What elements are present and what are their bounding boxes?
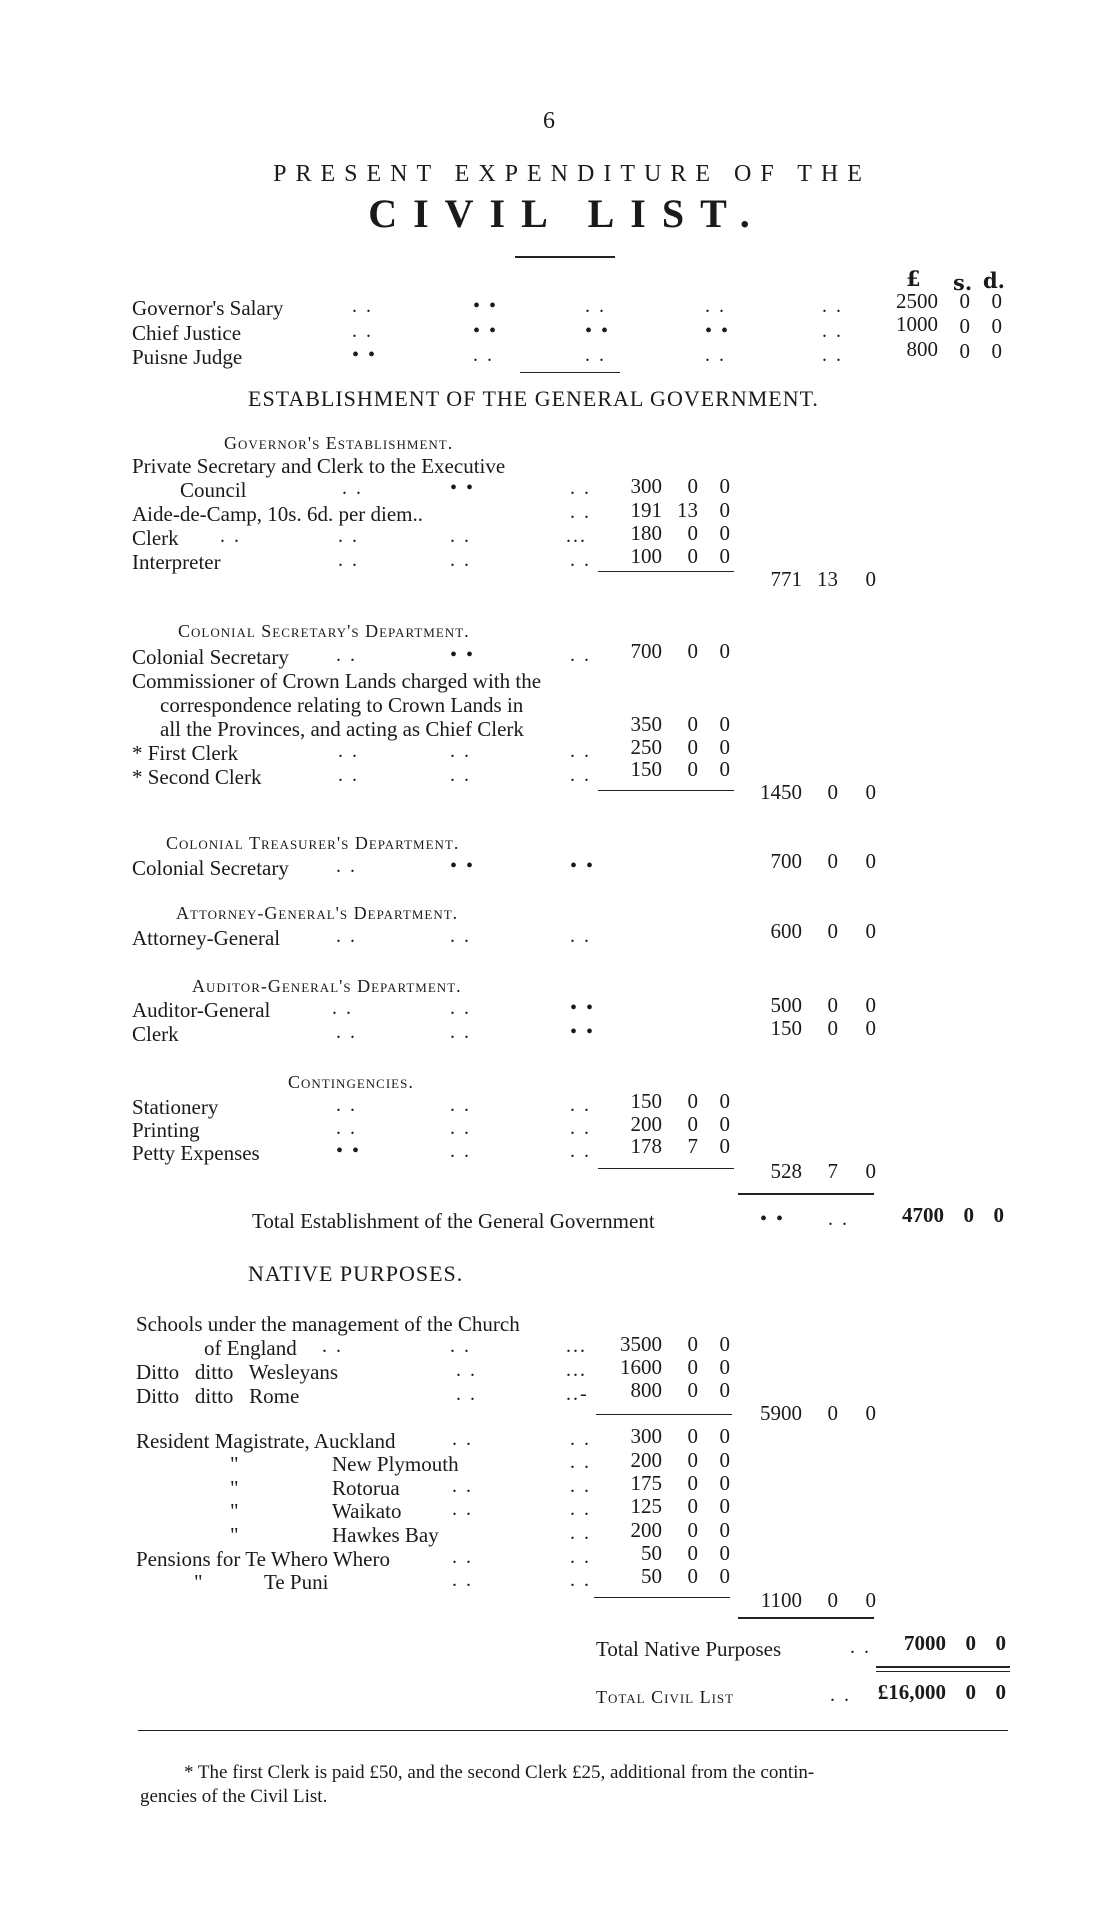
colonial-secretary-heading: Colonial Secretary's Department. — [178, 621, 470, 641]
leader-dots: . . — [570, 1140, 591, 1162]
amount-pence: 0 — [865, 849, 876, 873]
total-native-shillings: 0 — [965, 1631, 976, 1655]
amount-shillings: 0 — [959, 289, 970, 313]
leader-dots: . . — [570, 1498, 591, 1520]
amount-shillings: 0 — [687, 1518, 698, 1542]
amount-pounds: 2500 — [896, 289, 938, 313]
amount-pence: 0 — [719, 1112, 730, 1136]
leader-dots: . . — [352, 295, 373, 317]
leader-dots: . . — [450, 925, 471, 947]
subtotal-rule — [598, 1168, 734, 1169]
amount-pence: 0 — [719, 1134, 730, 1158]
amount-shillings: 0 — [687, 712, 698, 736]
ditto-mark: " — [230, 1452, 239, 1476]
leader-dots: . . — [336, 925, 357, 947]
amount-pence: 0 — [719, 1448, 730, 1472]
amount-shillings: 0 — [959, 339, 970, 363]
subtotal-rule — [598, 571, 734, 572]
leader-dots: . . — [450, 997, 471, 1019]
item-label: Ditto ditto Wesleyans — [136, 1360, 339, 1384]
subtotal-shillings: 7 — [827, 1159, 838, 1183]
leader-dots: . . — [473, 344, 494, 366]
subtotal-shillings: 0 — [827, 780, 838, 804]
leader-dots: . . — [338, 549, 359, 571]
leader-dots: . . — [570, 1451, 591, 1473]
item-label: Puisne Judge — [132, 345, 243, 369]
item-label-continued: all the Provinces, and acting as Chief Clerk — [160, 717, 524, 741]
amount-pence: 0 — [719, 1471, 730, 1495]
amount-pence: 0 — [719, 498, 730, 522]
subtotal-shillings: 0 — [827, 1588, 838, 1612]
amount-pence: 0 — [719, 1332, 730, 1356]
subtotal-double-rule — [738, 1617, 874, 1619]
amount-pence: 0 — [719, 544, 730, 568]
item-label: * Second Clerk — [132, 765, 262, 789]
leader-dots: • • — [570, 1021, 596, 1043]
leader-dots: . . — [452, 1498, 473, 1520]
establishment-heading: ESTABLISHMENT OF THE GENERAL GOVERNMENT. — [248, 386, 819, 411]
item-label: Petty Expenses — [132, 1141, 260, 1165]
leader-dots: . . — [570, 1094, 591, 1116]
leader-dots: . . — [452, 1569, 473, 1591]
leader-dots: . . — [570, 925, 591, 947]
leader-dots: • • — [450, 855, 476, 877]
leader-dots: . . — [336, 1094, 357, 1116]
subtotal-rule — [594, 1597, 730, 1598]
amount-shillings: 0 — [687, 735, 698, 759]
amount-pounds: 175 — [630, 1471, 662, 1495]
leader-dots: . . — [452, 1475, 473, 1497]
leader-dots: . . — [452, 1546, 473, 1568]
amount-pounds: 150 — [770, 1016, 802, 1040]
amount-pounds: 200 — [630, 1448, 662, 1472]
amount-pence: 0 — [865, 919, 876, 943]
item-label: Colonial Secretary — [132, 856, 289, 880]
total-rule — [876, 1666, 1010, 1668]
leader-dots: . . — [452, 1428, 473, 1450]
item-label: Commissioner of Crown Lands charged with the — [132, 669, 542, 693]
leader-dots: . . — [570, 740, 591, 762]
ditto-mark: " — [230, 1499, 239, 1523]
item-label: Ditto ditto Rome — [136, 1384, 300, 1408]
amount-pence: 0 — [991, 314, 1002, 338]
amount-pence: 0 — [865, 1016, 876, 1040]
amount-pounds: 50 — [641, 1564, 662, 1588]
amount-pounds: 1600 — [620, 1355, 662, 1379]
title-line-2: CIVIL LIST. — [368, 191, 766, 236]
item-label: Governor's Salary — [132, 296, 284, 320]
leader-dots: . . — [352, 320, 373, 342]
item-label-continued: Council — [180, 478, 247, 502]
item-label: Schools under the management of the Church — [136, 1312, 520, 1336]
amount-shillings: 0 — [687, 1424, 698, 1448]
amount-pounds: 178 — [630, 1134, 662, 1158]
item-label: Waikato — [332, 1499, 402, 1523]
title-line-1: PRESENT EXPENDITURE OF THE — [273, 161, 871, 187]
leader-dots: • • — [585, 320, 611, 342]
amount-pounds: 700 — [630, 639, 662, 663]
leader-dots: . . — [705, 344, 726, 366]
leader-dots: • • — [450, 644, 476, 666]
amount-shillings: 0 — [687, 1112, 698, 1136]
column-head-pounds: £ — [906, 266, 921, 291]
item-label: Printing — [132, 1118, 200, 1142]
amount-pence: 0 — [719, 1424, 730, 1448]
leader-dots: • • — [473, 295, 499, 317]
amount-pounds: 1000 — [896, 312, 938, 336]
amount-pounds: 600 — [770, 919, 802, 943]
leader-dots: . . — [822, 295, 843, 317]
leader-dots: . . — [336, 855, 357, 877]
subtotal-pence: 0 — [865, 780, 876, 804]
item-label: Aide-de-Camp, 10s. 6d. per diem.. — [132, 502, 424, 526]
leader-dots: ... — [566, 1335, 587, 1357]
amount-pounds: 150 — [630, 757, 662, 781]
amount-pence: 0 — [719, 521, 730, 545]
attorney-heading: Attorney-General's Department. — [176, 903, 459, 923]
amount-pounds: 180 — [630, 521, 662, 545]
item-label: Pensions for Te Whero Whero — [136, 1547, 390, 1571]
leader-dots: . . — [450, 1094, 471, 1116]
subtotal-pounds: 1450 — [760, 780, 802, 804]
total-civil-shillings: 0 — [965, 1680, 976, 1704]
leader-dots: • • — [760, 1208, 786, 1230]
amount-pence: 0 — [719, 474, 730, 498]
leader-dots: . . — [450, 1335, 471, 1357]
item-label: Rotorua — [332, 1476, 400, 1500]
total-rule — [876, 1671, 1010, 1672]
amount-shillings: 7 — [687, 1134, 698, 1158]
total-native-label: Total Native Purposes — [596, 1637, 782, 1661]
subtotal-rule — [596, 1414, 732, 1415]
leader-dots: • • — [570, 855, 596, 877]
amount-shillings: 0 — [687, 639, 698, 663]
leader-dots: . . — [450, 1021, 471, 1043]
contingencies-heading: Contingencies. — [288, 1072, 414, 1092]
subtotal-shillings: 13 — [817, 567, 838, 591]
subtotal-shillings: 0 — [827, 1401, 838, 1425]
leader-dots: . . — [338, 764, 359, 786]
governor-heading: Governor's Establishment. — [224, 433, 454, 453]
leader-dots: . . — [336, 1117, 357, 1139]
auditor-heading: Auditor-General's Department. — [192, 976, 462, 996]
amount-pounds: 300 — [630, 1424, 662, 1448]
amount-pounds: 350 — [630, 712, 662, 736]
amount-pence: 0 — [719, 735, 730, 759]
leader-dots: . . — [450, 1140, 471, 1162]
leader-dots: . . — [570, 549, 591, 571]
leader-dots: . . — [570, 477, 591, 499]
item-label: Hawkes Bay — [332, 1523, 439, 1547]
leader-dots: . . — [342, 477, 363, 499]
amount-shillings: 0 — [687, 1355, 698, 1379]
item-label: New Plymouth — [332, 1452, 459, 1476]
leader-dots: . . — [570, 1569, 591, 1591]
amount-shillings: 13 — [677, 498, 698, 522]
amount-shillings: 0 — [687, 1332, 698, 1356]
amount-pence: 0 — [719, 1355, 730, 1379]
amount-pounds: 191 — [630, 498, 662, 522]
leader-dots: . . — [570, 764, 591, 786]
total-civil-pounds: £16,000 — [877, 1680, 946, 1704]
leader-dots: . . — [705, 295, 726, 317]
native-heading: NATIVE PURPOSES. — [248, 1261, 464, 1286]
leader-dots: . . — [828, 1208, 849, 1230]
leader-dots: . . — [450, 549, 471, 571]
amount-shillings: 0 — [687, 1494, 698, 1518]
leader-dots: . . — [450, 764, 471, 786]
column-head-pence: d. — [983, 268, 1005, 293]
subtotal-pence: 0 — [865, 1588, 876, 1612]
ditto-mark: " — [194, 1570, 203, 1594]
leader-dots: . . — [456, 1383, 477, 1405]
subtotal-pounds: 1100 — [760, 1588, 802, 1612]
footnote-line-1: * The first Clerk is paid £50, and the second Clerk £25, additional from the contin- — [184, 1762, 815, 1783]
amount-pence: 0 — [991, 289, 1002, 313]
amount-pounds: 700 — [770, 849, 802, 873]
leader-dots: . . — [570, 1522, 591, 1544]
leader-dots: . . — [336, 644, 357, 666]
total-native-pounds: 7000 — [904, 1631, 946, 1655]
leader-dots: ..- — [566, 1383, 589, 1405]
leader-dots: . . — [336, 1021, 357, 1043]
total-establishment-pounds: 4700 — [902, 1203, 944, 1227]
leader-dots: . . — [850, 1636, 871, 1658]
leader-dots: . . — [338, 525, 359, 547]
total-civil-pence: 0 — [995, 1680, 1006, 1704]
amount-shillings: 0 — [687, 1089, 698, 1113]
amount-pence: 0 — [719, 639, 730, 663]
leader-dots: . . — [830, 1684, 851, 1706]
amount-pence: 0 — [719, 1564, 730, 1588]
amount-pounds: 800 — [630, 1378, 662, 1402]
total-establishment-shillings: 0 — [963, 1203, 974, 1227]
amount-pence: 0 — [865, 993, 876, 1017]
amount-pounds: 200 — [630, 1518, 662, 1542]
amount-pounds: 300 — [630, 474, 662, 498]
leader-dots: • • — [352, 344, 378, 366]
amount-shillings: 0 — [687, 1378, 698, 1402]
leader-dots: . . — [220, 525, 241, 547]
leader-dots: . . — [570, 1546, 591, 1568]
amount-shillings: 0 — [687, 757, 698, 781]
item-label: Resident Magistrate, Auckland — [136, 1429, 396, 1453]
amount-pounds: 800 — [906, 337, 938, 361]
treasurer-heading: Colonial Treasurer's Department. — [166, 833, 460, 853]
title-rule — [515, 256, 615, 258]
item-label: Clerk — [132, 1022, 179, 1046]
leader-dots: . . — [450, 1117, 471, 1139]
footnote-line-2: gencies of the Civil List. — [140, 1786, 328, 1807]
leader-dots: ... — [566, 525, 587, 547]
amount-pence: 0 — [719, 1089, 730, 1113]
item-label: Te Puni — [264, 1570, 329, 1594]
amount-pence: 0 — [719, 757, 730, 781]
amount-shillings: 0 — [687, 1471, 698, 1495]
amount-shillings: 0 — [827, 919, 838, 943]
column-head-shillings: s. — [953, 270, 973, 295]
total-native-pence: 0 — [995, 1631, 1006, 1655]
amount-pounds: 100 — [630, 544, 662, 568]
leader-dots: . . — [570, 1428, 591, 1450]
item-label: Auditor-General — [132, 998, 271, 1022]
amount-shillings: 0 — [687, 544, 698, 568]
subtotal-pence: 0 — [865, 567, 876, 591]
amount-shillings: 0 — [687, 1448, 698, 1472]
leader-dots: • • — [336, 1140, 362, 1162]
leader-dots: . . — [322, 1335, 343, 1357]
amount-pence: 0 — [991, 339, 1002, 363]
amount-pounds: 250 — [630, 735, 662, 759]
ditto-mark: " — [230, 1476, 239, 1500]
amount-pounds: 500 — [770, 993, 802, 1017]
leader-dots: . . — [570, 501, 591, 523]
leader-dots: • • — [705, 320, 731, 342]
page-number: 6 — [543, 108, 555, 134]
subtotal-pounds: 528 — [770, 1159, 802, 1183]
leader-dots: . . — [570, 1117, 591, 1139]
leader-dots: . . — [338, 740, 359, 762]
amount-shillings: 0 — [827, 993, 838, 1017]
leader-dots: • • — [473, 320, 499, 342]
leader-dots: . . — [570, 1475, 591, 1497]
amount-pounds: 50 — [641, 1541, 662, 1565]
amount-shillings: 0 — [687, 474, 698, 498]
amount-pounds: 150 — [630, 1089, 662, 1113]
item-label: * First Clerk — [132, 741, 239, 765]
amount-shillings: 0 — [687, 1541, 698, 1565]
item-label: Private Secretary and Clerk to the Executive — [132, 454, 506, 478]
amount-shillings: 0 — [959, 314, 970, 338]
amount-shillings: 0 — [687, 1564, 698, 1588]
leader-dots: . . — [570, 644, 591, 666]
leader-dots: • • — [450, 477, 476, 499]
item-label-continued: of England — [204, 1336, 297, 1360]
ditto-mark: " — [230, 1523, 239, 1547]
leader-dots: . . — [822, 344, 843, 366]
subtotal-pounds: 771 — [770, 567, 802, 591]
leader-dots: . . — [585, 295, 606, 317]
leader-dots: ... — [566, 1359, 587, 1381]
amount-pence: 0 — [719, 1518, 730, 1542]
subtotal-pounds: 5900 — [760, 1401, 802, 1425]
leader-dots: . . — [450, 525, 471, 547]
total-establishment-label: Total Establishment of the General Government — [252, 1209, 655, 1233]
subtotal-double-rule — [738, 1193, 874, 1195]
footnote-rule — [138, 1730, 1008, 1731]
item-label: Clerk — [132, 526, 179, 550]
total-establishment-pence: 0 — [993, 1203, 1004, 1227]
amount-pounds: 200 — [630, 1112, 662, 1136]
item-label: Colonial Secretary — [132, 645, 289, 669]
amount-shillings: 0 — [827, 849, 838, 873]
item-label: Stationery — [132, 1095, 219, 1119]
subtotal-rule — [598, 790, 734, 791]
amount-pence: 0 — [719, 1378, 730, 1402]
amount-pounds: 3500 — [620, 1332, 662, 1356]
amount-pence: 0 — [719, 712, 730, 736]
item-label: Interpreter — [132, 550, 221, 574]
amount-shillings: 0 — [827, 1016, 838, 1040]
subtotal-pence: 0 — [865, 1159, 876, 1183]
amount-pence: 0 — [719, 1494, 730, 1518]
leader-dots: • • — [570, 997, 596, 1019]
amount-pence: 0 — [719, 1541, 730, 1565]
item-label-continued: correspondence relating to Crown Lands in — [160, 693, 524, 717]
section-rule — [520, 372, 620, 373]
leader-dots: . . — [332, 997, 353, 1019]
leader-dots: . . — [585, 344, 606, 366]
item-label: Chief Justice — [132, 321, 242, 345]
amount-shillings: 0 — [687, 521, 698, 545]
amount-pounds: 125 — [630, 1494, 662, 1518]
leader-dots: . . — [450, 740, 471, 762]
leader-dots: . . — [822, 320, 843, 342]
item-label: Attorney-General — [132, 926, 281, 950]
subtotal-pence: 0 — [865, 1401, 876, 1425]
leader-dots: . . — [456, 1359, 477, 1381]
total-civil-label: Total Civil List — [596, 1687, 735, 1707]
